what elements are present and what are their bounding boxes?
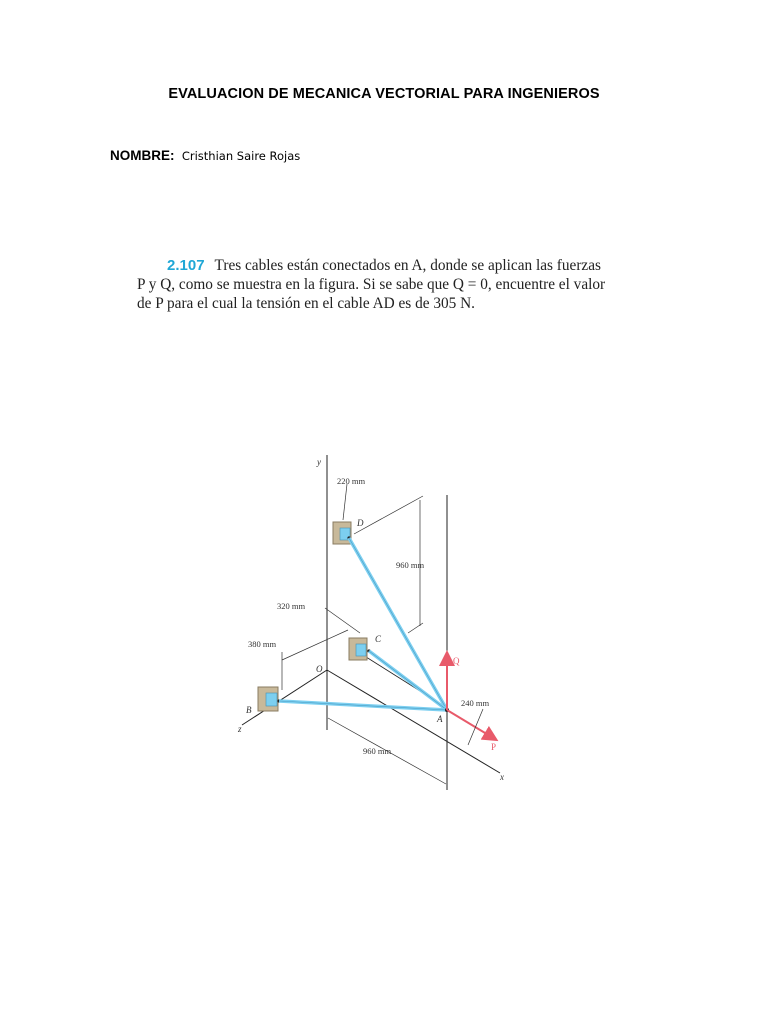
problem-text-2: P y Q, como se muestra en la figura. Si se sabe que Q = 0, encuentre el valor bbox=[137, 276, 606, 293]
z-axis-line bbox=[242, 670, 327, 725]
point-a-label: A bbox=[437, 714, 443, 724]
figure-cables-diagram bbox=[230, 450, 520, 800]
dim-220-leader bbox=[343, 484, 347, 520]
dim-960v-line bbox=[354, 496, 423, 534]
name-value: Cristhian Saire Rojas bbox=[181, 149, 301, 163]
problem-text-1: Tres cables están conectados en A, donde se aplican las fuerzas bbox=[214, 257, 601, 274]
document-title: EVALUACION DE MECANICA VECTORIAL PARA INGENIEROS bbox=[168, 86, 600, 102]
x-axis-label: x bbox=[500, 772, 504, 782]
support-b bbox=[258, 687, 281, 711]
force-q-label: Q bbox=[453, 656, 460, 666]
dim-320-label: 320 mm bbox=[277, 601, 306, 611]
dim-320-line bbox=[325, 608, 360, 633]
force-p-arrow bbox=[447, 710, 495, 739]
point-b-label: B bbox=[246, 705, 252, 715]
y-axis-label: y bbox=[317, 457, 321, 467]
dim-380-line bbox=[282, 630, 348, 660]
dim-960h-label: 960 mm bbox=[363, 746, 392, 756]
z-axis-label: z bbox=[238, 724, 242, 734]
problem-number: 2.107 bbox=[167, 257, 205, 274]
dim-240-line bbox=[468, 709, 483, 745]
dim-960v-line-3 bbox=[408, 623, 423, 633]
problem-statement bbox=[137, 256, 627, 313]
dim-240-label: 240 mm bbox=[461, 698, 490, 708]
dim-960v-label: 960 mm bbox=[396, 560, 425, 570]
dim-220-label: 220 mm bbox=[337, 476, 366, 486]
point-o-label: O bbox=[316, 664, 323, 674]
force-p-label: P bbox=[491, 742, 497, 752]
problem-line-1 bbox=[137, 256, 627, 275]
dim-380-label: 380 mm bbox=[248, 639, 277, 649]
support-d bbox=[333, 522, 351, 544]
point-d-label: D bbox=[357, 518, 364, 528]
point-c-label: C bbox=[375, 634, 382, 644]
support-c bbox=[349, 638, 371, 660]
name-label: NOMBRE: bbox=[110, 148, 175, 163]
name-line bbox=[110, 148, 300, 163]
problem-text-3: de P para el cual la tensión en el cable AD es de 305 N. bbox=[137, 295, 475, 312]
figure-svg bbox=[230, 450, 520, 800]
